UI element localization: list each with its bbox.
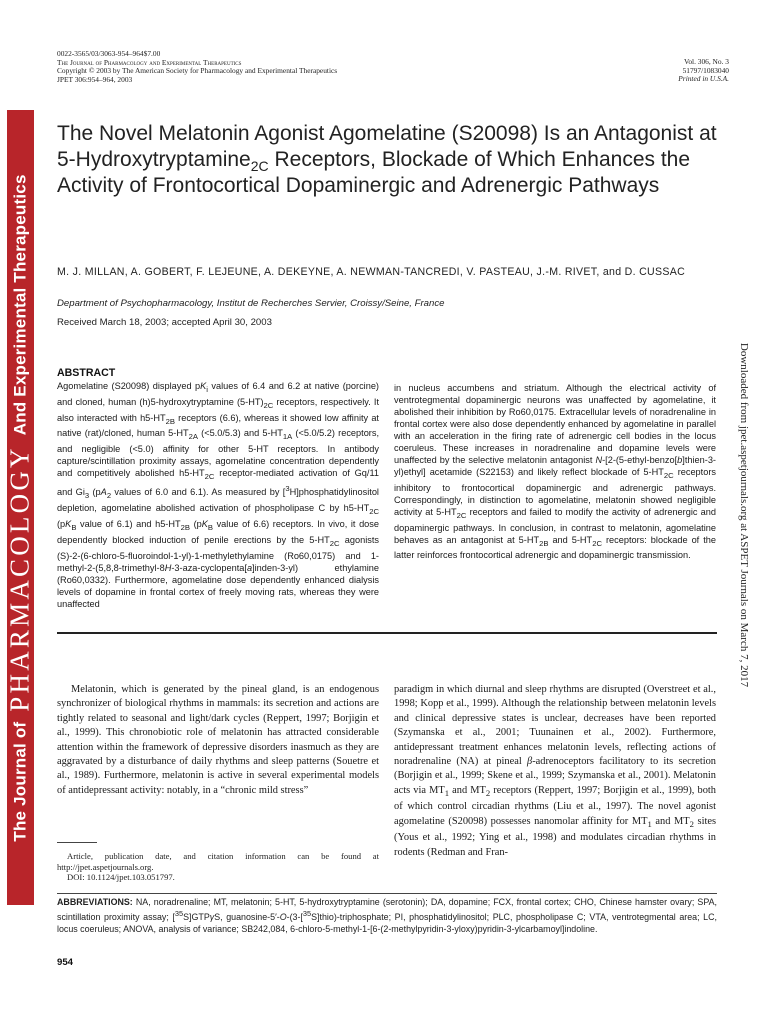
printed-in-line: Printed in U.S.A. — [678, 74, 729, 84]
title-part-1: The Novel Melatonin Agonist Agomelatine (S20098) Is an Antagonist at 5-Hydroxytryptamine — [57, 122, 717, 171]
footnote-doi: DOI: 10.1124/jpet.103.051797. — [67, 872, 175, 883]
spine-text-part2: PHARMACOLOGY — [4, 445, 35, 712]
article-title — [57, 121, 717, 199]
title-subscript: 2C — [250, 158, 269, 175]
abbreviations — [57, 897, 717, 935]
abstract-heading: ABSTRACT — [57, 367, 116, 379]
issn-line: 0022-3565/03/3063-954–964$7.00 — [57, 49, 161, 58]
abstract-text-left: Agomelatine (S20098) displayed $pK_i$ values of 6.4 and 6.2 at native (porcine) and cloned, human (h)5-hydroxytryptamine $(5-HT)_{2C}$ receptors, respectively. It also interacted with $h5-HT_{2B}$ receptors (6.6), whereas it showed low affinity at native (rat)/cloned, human $5-HT_{2A}$ (<5.0/5.3) and $5-HT_{1A}$ (<5.0/5.2) receptors, and negligible (<5.0) affinity for other 5-HT receptors. In antibody capture/scintillation proximity assays, agomelatine concentration dependently and competitively abolished $h5-HT_{2C}$ receptor-mediated activation of Gq/11 and $Gi_3$ ($pA_2$ values of 6.0 and 6.1). As measured by [$^3$H]phosphatidylinositol depletion, agomelatine abolished activation of phospholipase C by $h5-HT_{2C}$ ($pK_B$ value of 6.1) and $h5-HT_{2B}$ ($pK_B$ value of 6.6) receptors. In vivo, it dose dependently blocked induction of penile erections by the $5-HT_{2C}$ agonists (S)-2-(6-chloro-5-fluoroindol-1-yl)-1-methylethylamine (Ro60,0175) and 1-methyl-2-(5,8,8-trimethyl-8H-3-aza-cyclopenta[a]inden-3-yl) ethylamine (Ro60,0332). Furthermore, agomelatine dose dependently enhanced dialysis levels of dopamine in frontal cortex of freely moving rats, whereas they were unaffected — [57, 381, 380, 609]
body-paragraph-right: paradigm in which diurnal and sleep rhythms are disrupted (Overstreet et al., 1998; Kopp et al., 1999). Although the relationship between melatonin levels and clinical depressive states is unclear, decreases have been reported (Szymanska et al., 2001; Tuunainen et al., 2002). Furthermore, antidepressant treatment enhances melatonin levels, reflecting actions of noradrenaline (NA) at pineal β-adrenoceptors facilitatory to its secretion (Borjigin et al., 1999; Skene et al., 1999; Szymanska et al., 2001). Melatonin acts via $MT_1$ and $MT_2$ receptors (Reppert, 1997; Borjigin et al., 1999), both of which control circadian rhythms (Liu et al., 1997). The novel agonist agomelatine (S20098) possesses nanomolar affinity for $MT_1$ and $MT_2$ sites (Yous et al., 1992; Ying et al., 1998) and modulates circadian rhythms in rodents (Redman and Fran- — [394, 684, 716, 858]
journal-header-left — [57, 50, 337, 85]
spine-text-part3: And Experimental Therapeutics — [10, 174, 29, 436]
title-part-2: Receptors, Blockade of Which Enhances the Activity of Frontocortical Dopaminergic and Adrenergic Pathways — [57, 148, 691, 197]
body-column-right — [394, 683, 716, 860]
body-column-left — [57, 683, 379, 798]
article-id-line: 51797/1083040 — [682, 65, 729, 75]
author-list: M. J. MILLAN, A. GOBERT, F. LEJEUNE, A. DEKEYNE, A. NEWMAN-TANCREDI, V. PASTEAU, J.-M. RIVET, and D. CUSSAC — [57, 266, 686, 278]
citation-line: JPET 306:954–964, 2003 — [57, 75, 133, 85]
abstract-divider — [57, 632, 717, 634]
footnote-citation-info: Article, publication date, and citation information can be found at http://jpet.aspetjournals.org. — [57, 851, 379, 872]
body-paragraph-left: Melatonin, which is generated by the pineal gland, is an endogenous synchronizer of biological rhythms in mammals: its secretion and actions are tightly related to seasonal and light/dark cycles (Reppert, 1997; Borjigin et al., 1999). This chronobiotic role of melatonin has attracted considerable attention within the framework of depressive disorders inasmuch as they are aggravated by a disturbance of daily rhythms and sleep patterns (Souetre et al., 1989). Furthermore, melatonin is active in several experimental models of antidepressant activity: notably, in a “chronic mild stress” — [57, 684, 379, 796]
journal-header-right — [678, 58, 729, 84]
footnote — [57, 851, 379, 883]
abstract-text-right: in nucleus accumbens and striatum. Although the electrical activity of ventrotegmental dopaminergic neurons was unaffected by agomelatine, it abolished their inhibition by Ro60,0175. Extracellular levels of noradrenaline in frontal cortex were also dose dependently enhanced by agomelatine in parallel with an acceleration in the firing rate of adrenergic cell bodies in the locus coeruleus. These increases in noradrenaline and dopamine levels were unaffected by the selective melatonin antagonist N-[2-(5-ethyl-benzo[b]thien-3-yl)ethyl] acetamide (S22153) and likely reflect blockade of $5-HT_{2C}$ receptors inhibitory to frontocortical dopaminergic and adrenergic pathways. Correspondingly, in distinction to agomelatine, melatonin showed negligible activity at $5-HT_{2C}$ receptors and failed to modify the activity of adrenergic and dopaminergic pathways. In conclusion, in contrast to melatonin, agomelatine behaves as an antagonist at $5-HT_{2B}$ and $5-HT_{2C}$ receptors: blockade of the latter reinforces frontocortical adrenergic and dopaminergic transmission. — [394, 383, 717, 561]
abbreviations-divider — [57, 893, 717, 894]
journal-name: The Journal of Pharmacology and Experimental Therapeutics — [57, 57, 242, 67]
copyright-line: Copyright © 2003 by The American Society for Pharmacology and Experimental Therapeutics — [57, 66, 338, 76]
affiliation: Department of Psychopharmacology, Institut de Recherches Servier, Croissy/Seine, France — [57, 298, 445, 309]
abbreviations-label: ABBREVIATIONS: — [57, 897, 133, 907]
received-dates: Received March 18, 2003; accepted April 30, 2003 — [57, 317, 272, 328]
abstract-column-left — [57, 380, 379, 610]
volume-line: Vol. 306, No. 3 — [683, 57, 729, 66]
download-watermark: Downloaded from jpet.aspetjournals.org at ASPET Journals on March 7, 2017 — [738, 342, 750, 688]
spine-text-part1: The Journal of — [10, 721, 29, 842]
abbreviations-text: NA, noradrenaline; MT, melatonin; 5-HT, 5-hydroxytryptamine (serotonin); DA, dopamine; FCX, frontal cortex; CHO, Chinese hamster ovary; SPA, scintillation proximity assay; [$^{35}$S]GTPγS, guanosine-5′-O-(3-[$^{35}$S]thio)-triphosphate; PI, phosphatidylinositol; PLC, phospholipase C; VTA, ventrotegmental area; LC, locus coeruleus; ANOVA, analysis of variance; SB242,084, 6-chloro-5-methyl-1-[6-(2-methylpyridin-3-yloxy)pyridin-3-ylcarbamoyl]indoline. — [57, 897, 717, 934]
footnote-rule — [57, 842, 97, 843]
abstract-column-right — [394, 382, 716, 561]
journal-spine-text — [4, 111, 35, 906]
page-number: 954 — [57, 957, 74, 968]
